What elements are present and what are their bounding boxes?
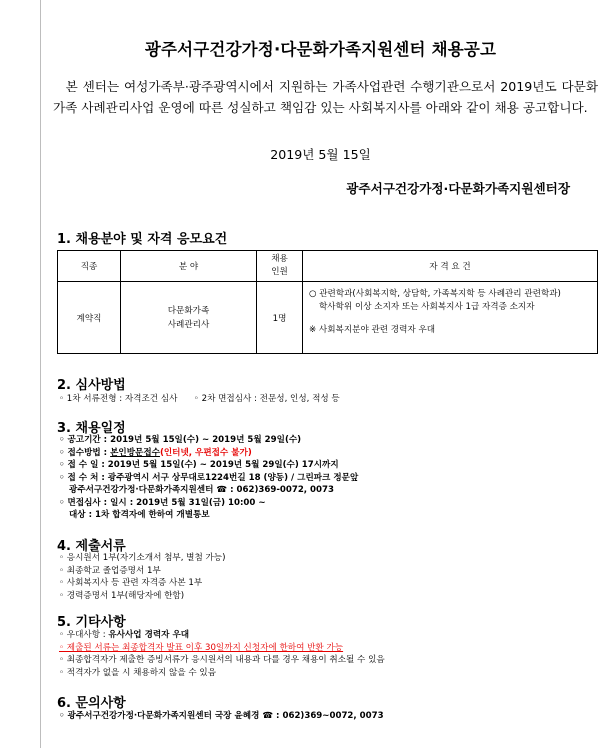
header-type: 직종	[58, 251, 121, 282]
qualification-line: ○ 관련학과(사회복지학, 상담학, 가족복지학 등 사례관리 관련학과)	[309, 289, 561, 299]
signer: 광주서구건강가정·다문화가족지원센터장	[346, 181, 570, 196]
section-2-heading: 2. 심사방법	[57, 378, 126, 393]
document-item: ◦ 사회복지사 등 관련 자격증 사본 1부	[59, 578, 203, 588]
header-count: 채용 인원	[257, 251, 303, 282]
screening-line: ◦ 1차 서류전형 : 자격조건 심사 ◦ 2차 면접심사 : 전문성, 인성, 적성 등	[59, 394, 340, 404]
section-4-body	[59, 552, 225, 602]
schedule-line: ◦ 공고기간 : 2019년 5월 15일(수) ~ 2019년 5월 29일(수)	[59, 435, 302, 445]
intro-paragraph: 본 센터는 여성가족부·광주광역시에서 지원하는 가족사업관련 수행기관으로서 2019년도 다문화가족 사례관리사업 운영에 따른 성실하고 책임감 있는 사회복지사를 아래와 같이 채용 공고합니다.	[53, 79, 598, 115]
section-5-heading: 5. 기타사항	[57, 615, 126, 630]
table-row	[58, 282, 598, 354]
section-5-body	[59, 629, 385, 679]
note-line: ◦ 제출된 서류는 최종합격자 발표 이후 30일까지 신청자에 한하여 반환 가능	[59, 642, 344, 653]
section-1-heading: 1. 채용분야 및 자격 응모요건	[57, 232, 228, 247]
document-page	[40, 0, 598, 748]
contact-line: ◦ 광주서구건강가정·다문화가족지원센터 국장 윤혜경 ☎ : 062)369~0072, 0073	[59, 711, 384, 721]
schedule-line: ◦ 접 수 일 : 2019년 5월 15일(수) ~ 2019년 5월 29일(수) 17시까지	[59, 460, 339, 470]
schedule-line: ◦ 접 수 처 : 광주광역시 서구 상무대로1224번길 18 (양동) / 그린파크 정문앞	[59, 472, 359, 483]
section-6-heading: 6. 문의사항	[57, 696, 126, 711]
note-line: ◦ 최종합격자가 제출한 증빙서류가 응시원서의 내용과 다를 경우 채용이 취소될 수 있음	[59, 655, 385, 665]
section-4-heading: 4. 제출서류	[57, 539, 126, 554]
schedule-line: ◦ 면접심사 : 일시 : 2019년 5월 31일(금) 10:00 ~	[59, 497, 266, 508]
header-qualification: 자 격 요 건	[303, 251, 598, 282]
document-item: ◦ 최종학교 졸업증명서 1부	[59, 565, 161, 576]
schedule-line: 대상 : 1차 합격자에 한하여 개별통보	[69, 510, 210, 520]
section-3-heading: 3. 채용일정	[57, 421, 126, 436]
qualification-note: ※ 사회복지분야 관련 경력자 우대	[309, 325, 436, 335]
document-item: ◦ 응시원서 1부(자기소개서 첨부, 별첨 가능)	[59, 553, 226, 563]
note-line: ◦ 우대사항 : 유사사업 경력자 우대	[59, 630, 190, 640]
section-2-body	[59, 393, 340, 406]
note-line: ◦ 적격자가 없을 시 채용하지 않을 수 있음	[59, 667, 217, 678]
schedule-line: ◦ 접수방법 : 본인방문접수(인터넷, 우편접수 불가)	[59, 447, 252, 458]
header-field: 분 야	[121, 251, 257, 282]
cell-qualification	[303, 282, 598, 354]
section-6-body	[59, 710, 384, 723]
schedule-line: 광주서구건강가정·다문화가족지원센터 ☎ : 062)369-0072, 0073	[69, 485, 334, 495]
announcement-date: 2019년 5월 15일	[270, 147, 371, 162]
cell-type: 계약직	[58, 282, 121, 354]
qualification-line: 학사학위 이상 소지자 또는 사회복지사 1급 자격증 소지자	[319, 302, 535, 312]
cell-count: 1명	[257, 282, 303, 354]
cell-field: 다문화가족 사례관리사	[121, 282, 257, 354]
document-item: ◦ 경력증명서 1부(해당자에 한함)	[59, 590, 185, 601]
page-title: 광주서구건강가정·다문화가족지원센터 채용공고	[144, 40, 497, 59]
section-3-body	[59, 434, 358, 522]
requirements-table	[57, 250, 598, 354]
table-header-row	[58, 251, 598, 282]
